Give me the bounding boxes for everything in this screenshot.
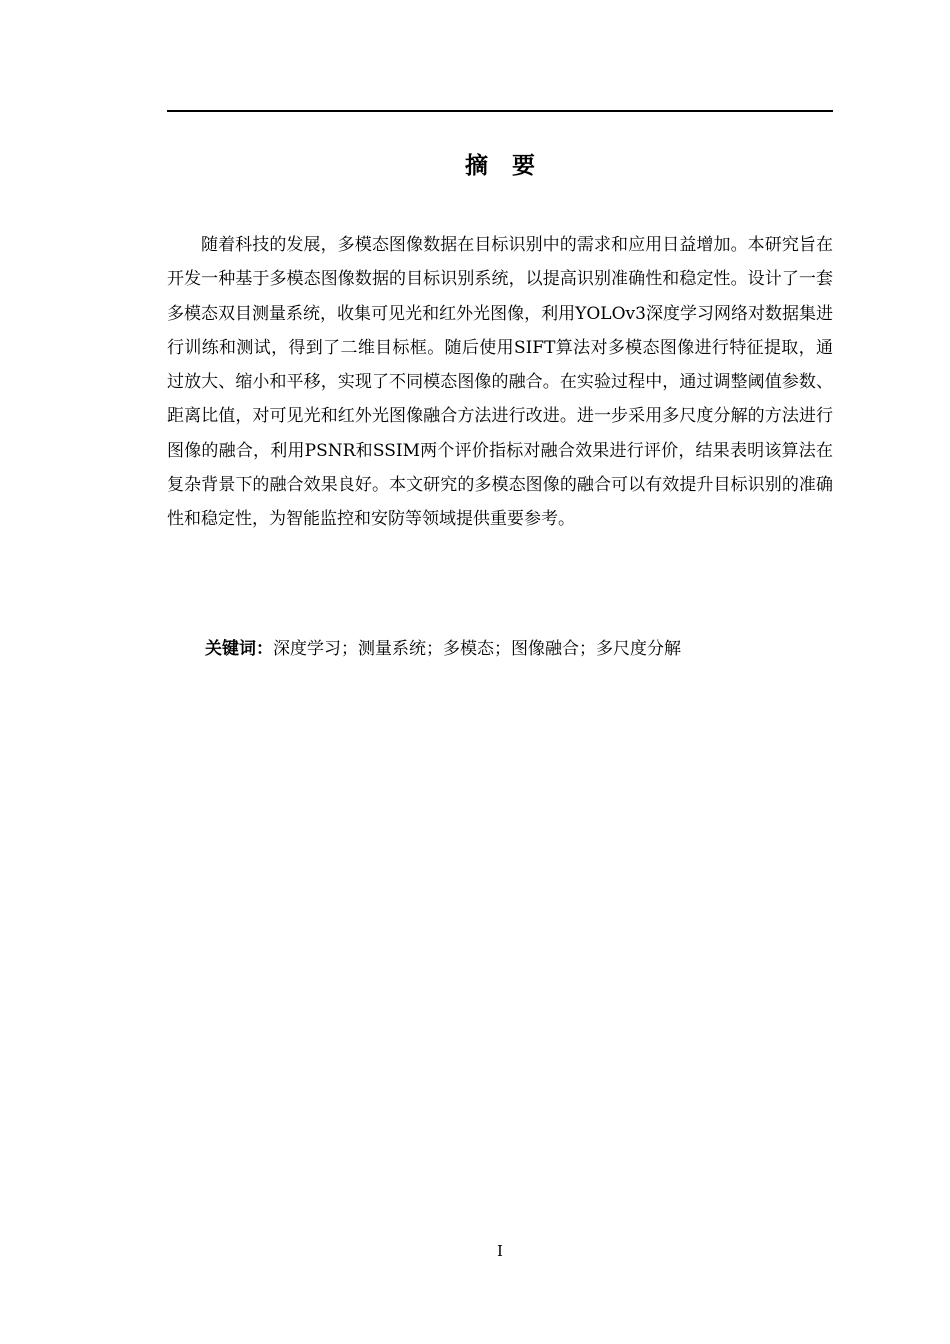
keywords-value: 深度学习；测量系统；多模态；图像融合；多尺度分解 <box>273 639 681 659</box>
page-number: I <box>497 1242 503 1260</box>
title-char-1: 摘 <box>465 153 488 179</box>
page-title <box>0 150 950 182</box>
keywords-line <box>205 632 833 666</box>
header-rule <box>167 110 833 112</box>
keywords-label: 关键词： <box>205 639 273 659</box>
abstract-paragraph: 随着科技的发展，多模态图像数据在目标识别中的需求和应用日益增加。本研究旨在开发一种基于多模态图像数据的目标识别系统，以提高识别准确性和稳定性。设计了一套多模态双目测量系统，收集可见光和红外光图像，利用YOLOv3深度学习网络对数据集进行训练和测试，得到了二维目标框。随后使用SIFT算法对多模态图像进行特征提取，通过放大、缩小和平移，实现了不同模态图像的融合。在实验过程中，通过调整阈值参数、距离比值，对可见光和红外光图像融合方法进行改进。进一步采用多尺度分解的方法进行图像的融合，利用PSNR和SSIM两个评价指标对融合效果进行评价，结果表明该算法在复杂背景下的融合效果良好。本文研究的多模态图像的融合可以有效提升目标识别的准确性和稳定性，为智能监控和安防等领域提供重要参考。 <box>167 235 833 530</box>
title-char-2: 要 <box>512 153 535 179</box>
